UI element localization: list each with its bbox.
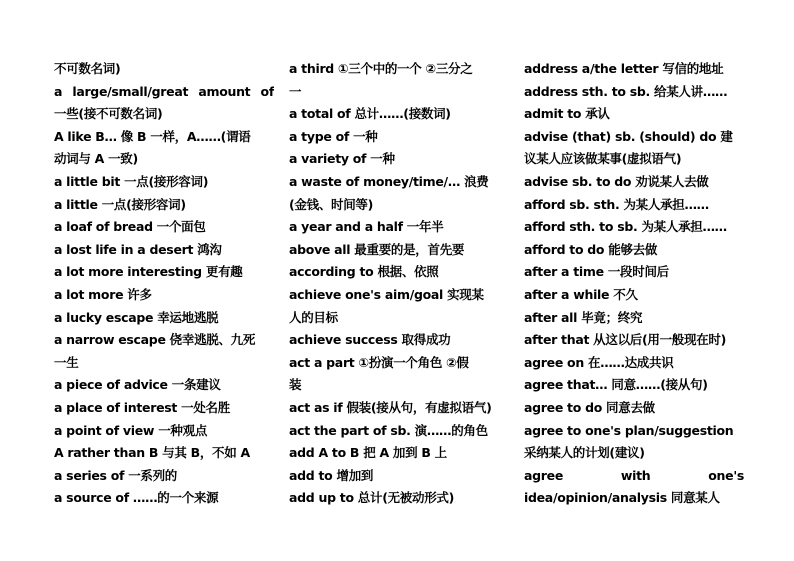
vocab-line: a variety of 一种: [289, 151, 395, 167]
vocab-line: (金钱、时间等): [289, 196, 374, 212]
word: a: [54, 83, 63, 99]
vocab-line: advise sb. to do 劝说某人去做: [524, 173, 709, 189]
vocab-line: agree that… 同意……(接从句): [524, 377, 708, 393]
vocab-line: 动词与 A 一致): [54, 151, 138, 167]
vocab-line: a place of interest 一处名胜: [54, 399, 230, 415]
vocab-line: add to 增加到: [289, 467, 374, 483]
vocab-line: afford to do 能够去做: [524, 241, 658, 257]
vocab-line: a little 一点(接形容词): [54, 196, 186, 212]
vocab-line: according to 根据、依照: [289, 264, 439, 280]
vocab-line: a lucky escape 幸运地逃脱: [54, 309, 219, 325]
vocab-line: [524, 465, 744, 488]
vocab-line: a third ①三个中的一个 ②三分之: [289, 61, 473, 76]
vocab-line: 一: [289, 83, 302, 99]
vocab-line: after that 从这以后(用一般现在时): [524, 332, 727, 348]
vocab-line: add A to B 把 A 加到 B 上: [289, 445, 447, 461]
vocab-line: a little bit 一点(接形容词): [54, 173, 209, 189]
vocab-line: a year and a half 一年半: [289, 219, 444, 235]
vocab-line: idea/opinion/analysis 同意某人: [524, 490, 720, 506]
vocab-line: 一生: [54, 354, 79, 370]
vocab-line: agree to one's plan/suggestion: [524, 422, 734, 438]
vocab-line: act the part of sb. 演……的角色: [289, 422, 488, 438]
vocab-line: a type of 一种: [289, 128, 378, 144]
vocab-line: address sth. to sb. 给某人讲……: [524, 83, 728, 99]
vocab-line: afford sth. to sb. 为某人承担……: [524, 219, 727, 235]
vocab-line: 不可数名词): [54, 61, 121, 76]
vocab-line: a narrow escape 侥幸逃脱、九死: [54, 332, 256, 348]
word: amount: [198, 83, 251, 99]
word: with: [620, 467, 651, 483]
vocab-line: add up to 总计(无被动形式): [289, 490, 455, 506]
vocab-line: [54, 81, 274, 104]
word: of: [260, 83, 274, 99]
vocab-line: a point of view 一种观点: [54, 422, 208, 438]
vocab-line: act a part ①扮演一个角色 ②假: [289, 354, 469, 370]
vocab-line: a loaf of bread 一个面包: [54, 219, 206, 235]
vocab-line: agree on 在……达成共识: [524, 354, 674, 370]
vocab-line: a lot more interesting 更有趣: [54, 264, 243, 280]
vocab-line: after a while 不久: [524, 286, 638, 302]
vocab-line: after a time 一段时间后: [524, 264, 669, 280]
vocab-line: a source of ……的一个来源: [54, 490, 219, 506]
vocab-line: 议某人应该做某事(虚拟语气): [524, 151, 682, 167]
vocab-line: above all 最重要的是，首先要: [289, 241, 465, 257]
vocab-line: a piece of advice 一条建议: [54, 377, 221, 393]
word: one's: [708, 467, 744, 483]
word: large/small/great: [72, 83, 189, 99]
vocab-line: A rather than B 与其 B，不如 A: [54, 445, 250, 461]
vocab-line: achieve success 取得成功: [289, 332, 451, 348]
vocab-line: 人的目标: [289, 309, 338, 325]
vocab-line: A like B… 像 B 一样，A……(谓语: [54, 128, 251, 144]
column-3: [524, 58, 744, 510]
vocab-line: a waste of money/time/… 浪费: [289, 173, 489, 189]
vocab-line: agree to do 同意去做: [524, 399, 655, 415]
vocab-line: a lost life in a desert 鸿沟: [54, 241, 222, 257]
vocab-line: act as if 假装(接从句，有虚拟语气): [289, 399, 492, 415]
vocab-line: advise (that) sb. (should) do 建: [524, 128, 733, 144]
vocab-line: 采纳某人的计划(建议): [524, 445, 645, 461]
vocab-line: afford sb. sth. 为某人承担……: [524, 196, 709, 212]
word: agree: [524, 467, 564, 483]
vocab-line: achieve one's aim/goal 实现某: [289, 286, 484, 302]
column-2: [289, 58, 509, 510]
vocab-line: 装: [289, 377, 302, 393]
vocab-line: a lot more 许多: [54, 286, 152, 302]
column-1: [54, 58, 274, 510]
vocab-line: 一些(接不可数名词): [54, 106, 163, 122]
vocab-line: admit to 承认: [524, 106, 610, 122]
vocab-line: after all 毕竟；终究: [524, 309, 643, 325]
vocab-line: a series of 一系列的: [54, 467, 178, 483]
vocab-line: a total of 总计……(接数词): [289, 106, 451, 122]
vocab-line: address a/the letter 写信的地址: [524, 61, 724, 76]
